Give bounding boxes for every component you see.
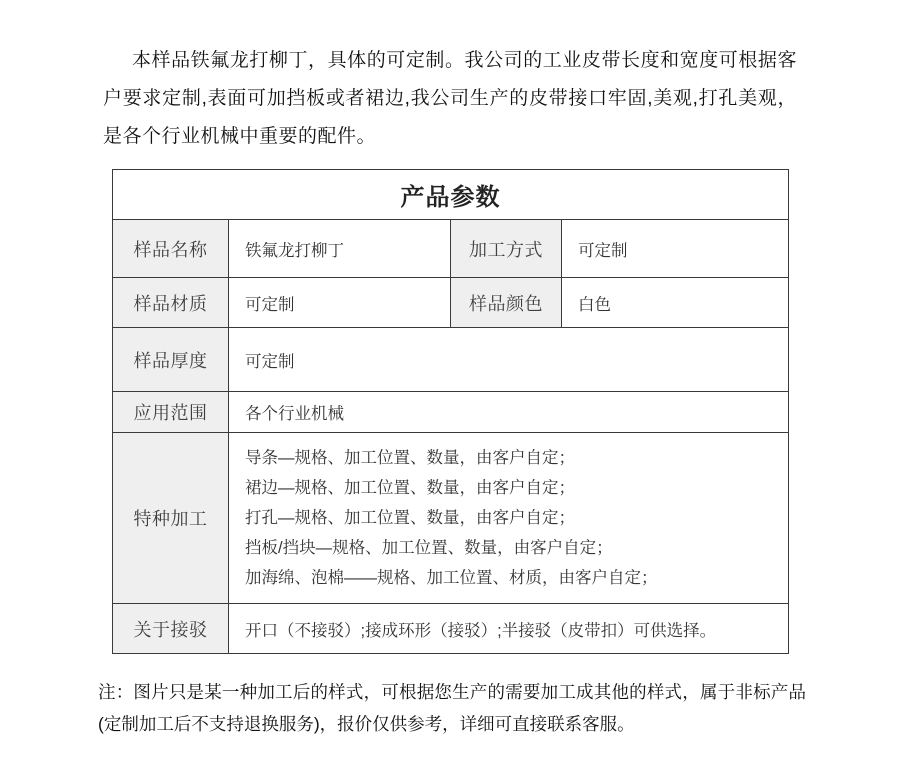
- special-processing-line: 打孔—规格、加工位置、数量，由客户自定；: [245, 509, 575, 527]
- product-params-table: [112, 169, 789, 654]
- param-label-sample-color: 样品颜色: [451, 278, 562, 328]
- special-processing-line: 导条—规格、加工位置、数量，由客户自定；: [245, 449, 575, 467]
- param-value-processing-method: 可定制: [562, 220, 789, 278]
- table-row: [113, 604, 789, 654]
- param-value-about-joining: 开口（不接驳）;接成环形（接驳）;半接驳（皮带扣）可供选择。: [229, 604, 789, 654]
- special-processing-line: 挡板/挡块—规格、加工位置、数量，由客户自定；: [245, 539, 613, 557]
- table-row: [113, 392, 789, 433]
- table-row: [113, 278, 789, 328]
- param-label-sample-name: 样品名称: [113, 220, 229, 278]
- param-label-special-processing: 特种加工: [113, 433, 229, 604]
- param-value-sample-material: 可定制: [229, 278, 451, 328]
- param-value-special-processing: [229, 433, 789, 604]
- table-title-row: [113, 170, 789, 220]
- param-label-about-joining: 关于接驳: [113, 604, 229, 654]
- table-row: [113, 433, 789, 604]
- table-row: [113, 220, 789, 278]
- param-label-processing-method: 加工方式: [451, 220, 562, 278]
- param-value-sample-color: 白色: [562, 278, 789, 328]
- table-row: [113, 328, 789, 392]
- param-value-application-range: 各个行业机械: [229, 392, 789, 433]
- special-processing-line: 裙边—规格、加工位置、数量，由客户自定；: [245, 479, 575, 497]
- special-processing-line: 加海绵、泡棉——规格、加工位置、材质，由客户自定；: [245, 569, 658, 587]
- note-paragraph: 注：图片只是某一种加工后的样式，可根据您生产的需要加工成其他的样式，属于非标产品(定制加工后不支持退换服务)，报价仅供参考，详细可直接联系客服。: [98, 682, 806, 734]
- table-title: 产品参数: [113, 170, 789, 220]
- param-label-application-range: 应用范围: [113, 392, 229, 433]
- param-label-sample-material: 样品材质: [113, 278, 229, 328]
- param-value-sample-thickness: 可定制: [229, 328, 789, 392]
- param-value-sample-name: 铁氟龙打柳丁: [229, 220, 451, 278]
- intro-paragraph: 本样品铁氟龙打柳丁，具体的可定制。我公司的工业皮带长度和宽度可根据客户要求定制,表面可加挡板或者裙边,我公司生产的皮带接口牢固,美观,打孔美观，是各个行业机械中重要的配件。: [103, 50, 797, 147]
- param-label-sample-thickness: 样品厚度: [113, 328, 229, 392]
